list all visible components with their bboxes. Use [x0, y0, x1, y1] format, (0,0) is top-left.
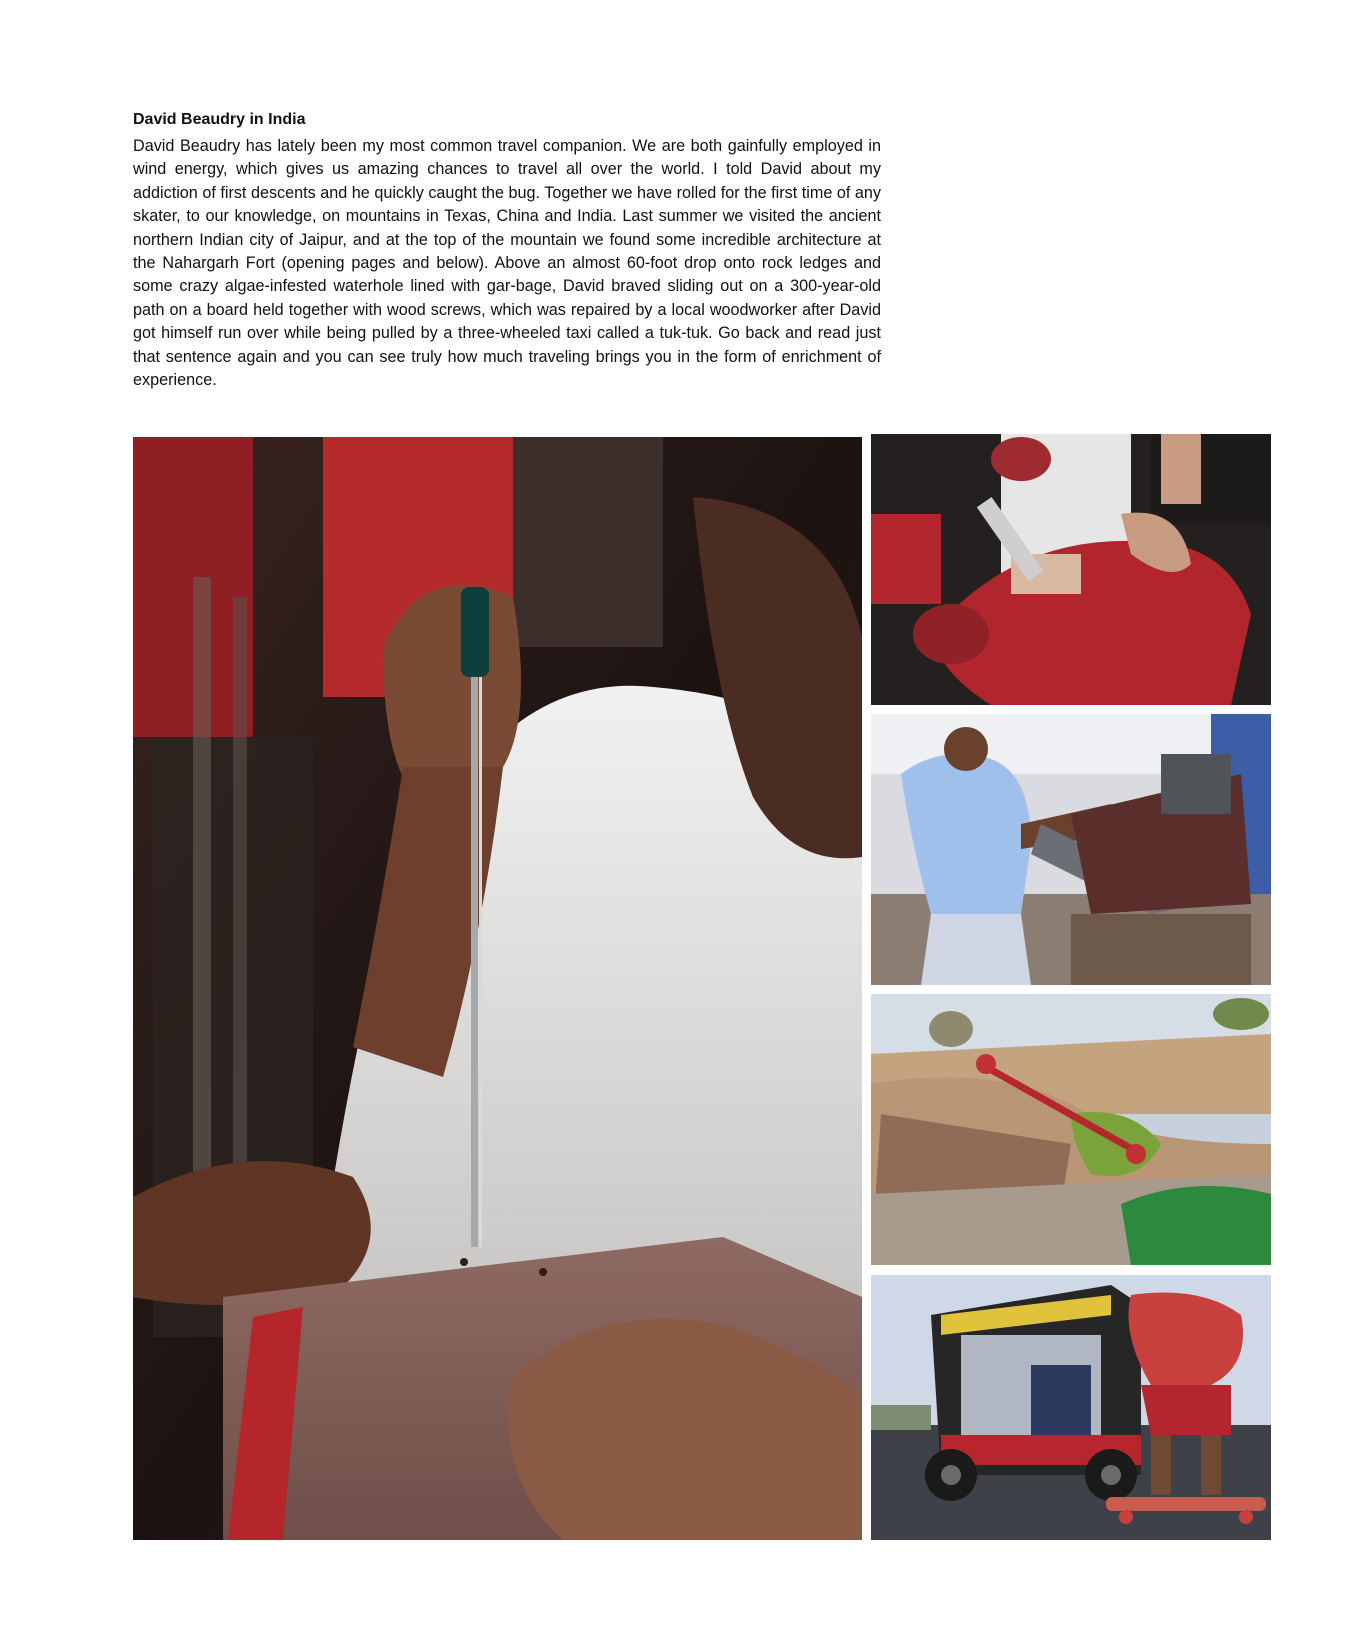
photo-woodworker-sawing [871, 714, 1271, 985]
article-body: David Beaudry has lately been my most common travel companion. We are both gainfully employed in wind energy, which gives us amazing chances to travel all over the world. I told David about my addiction of first descents and he quickly caught the bug. Together we have rolled for the first time of any skater, to our knowledge, on mountains in Texas, China and India. Last summer we visited the ancient northern Indian city of Jaipur, and at the top of the mountain we found some incredible architecture at the Nahargarh Fort (opening pages and below). Above an almost 60-foot drop onto rock ledges and some crazy algae-infested waterhole lined with gar-bage, David braved sliding out on a 300-year-old path on a board held together with wood screws, which was repaired by a local woodworker after David got himself run over while being pulled by a three-wheeled taxi called a tuk-tuk. Go back and read just that sentence again and you can see truly how much traveling brings you in the form of enrichment of experience. [133, 137, 881, 390]
article-title: David Beaudry in India [133, 111, 306, 128]
photo-fort-waterhole [871, 994, 1271, 1265]
article [133, 109, 881, 392]
photo-woodworker-screwdriver [133, 437, 862, 1540]
photo-tuk-tuk-skating [871, 1275, 1271, 1540]
photo-broken-board [871, 434, 1271, 705]
